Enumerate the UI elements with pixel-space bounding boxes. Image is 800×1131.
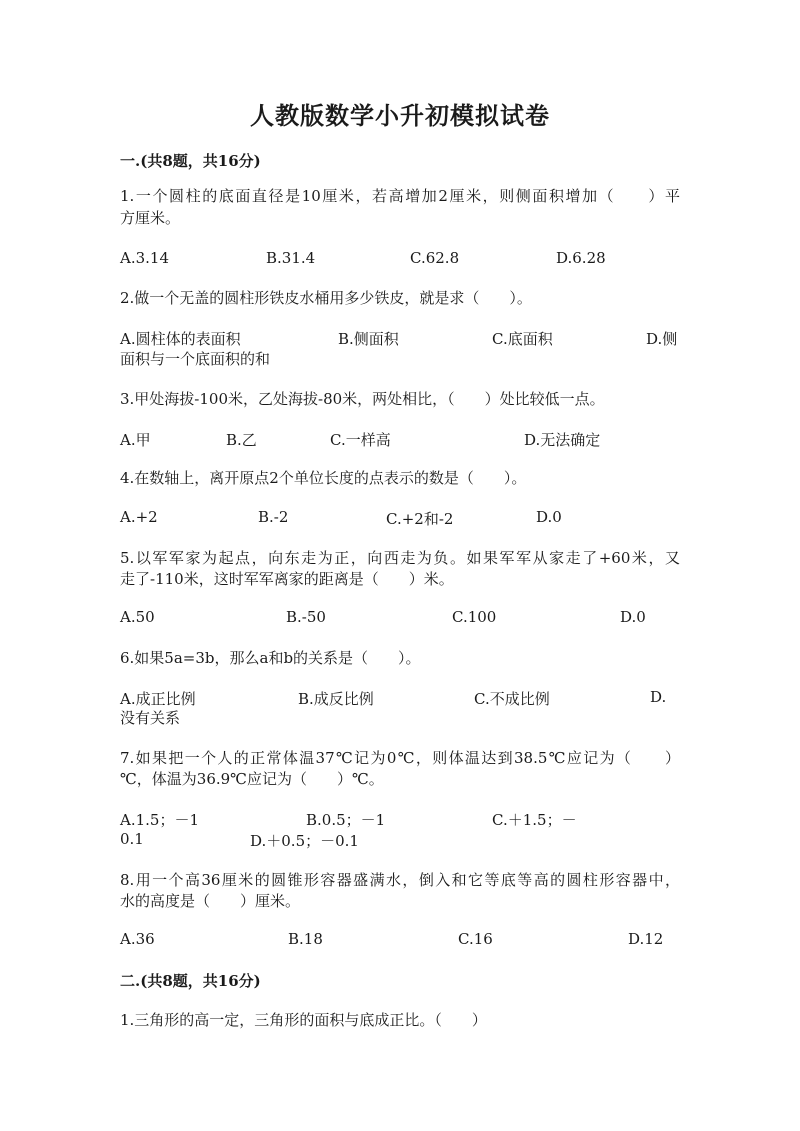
option-a[interactable]: A.1.5；－1 xyxy=(120,811,199,829)
question-6-options xyxy=(120,688,680,708)
option-a[interactable]: A.甲 xyxy=(120,431,151,449)
question-2-1-line-1: 1.三角形的高一定，三角形的面积与底成正比。（ ） xyxy=(120,1011,487,1029)
question-6-line-1: 6.如果5a=3b，那么a和b的关系是（ ）。 xyxy=(120,649,421,667)
option-d[interactable]: D.侧 xyxy=(646,330,678,348)
option-d[interactable]: D.12 xyxy=(628,930,664,948)
option-b[interactable]: B.侧面积 xyxy=(338,330,399,348)
option-c[interactable]: C.16 xyxy=(458,930,493,948)
option-d[interactable]: D. xyxy=(650,688,667,706)
question-3-line-1: 3.甲处海拔-100米，乙处海拔-80米，两处相比，（ ）处比较低一点。 xyxy=(120,390,605,408)
question-3-options xyxy=(120,429,680,449)
option-d[interactable]: D.0 xyxy=(620,608,646,626)
option-b[interactable]: B.成反比例 xyxy=(298,690,374,708)
question-1-options xyxy=(120,249,680,269)
question-1-line-2: 方厘米。 xyxy=(120,209,181,227)
question-2-option-d-continued: 面积与一个底面积的和 xyxy=(120,350,271,368)
option-b[interactable]: B.乙 xyxy=(226,431,257,449)
option-c[interactable]: C.100 xyxy=(452,608,497,626)
question-1-line-1: 1.一个圆柱的底面直径是10厘米，若高增加2厘米，则侧面积增加（ ）平 xyxy=(120,187,680,205)
option-c[interactable]: C.一样高 xyxy=(330,431,391,449)
option-a[interactable]: A.+2 xyxy=(120,508,158,526)
question-5-line-1: 5.以军军家为起点，向东走为正，向西走为负。如果军军从家走了+60米，又 xyxy=(120,549,680,567)
option-a[interactable]: A.50 xyxy=(120,608,155,626)
option-c[interactable]: C.底面积 xyxy=(492,330,553,348)
question-7-line-1: 7.如果把一个人的正常体温37℃记为0℃，则体温达到38.5℃应记为（ ） xyxy=(120,749,680,767)
question-2-line-1: 2.做一个无盖的圆柱形铁皮水桶用多少铁皮，就是求（ ）。 xyxy=(120,289,532,307)
option-b[interactable]: B.-2 xyxy=(258,508,289,526)
option-a[interactable]: A.圆柱体的表面积 xyxy=(120,330,241,348)
option-c[interactable]: C.+2和-2 xyxy=(386,510,454,528)
option-a[interactable]: A.3.14 xyxy=(120,249,169,267)
question-5-line-2: 走了-110米，这时军军离家的距离是（ ）米。 xyxy=(120,570,454,588)
section-heading: 一.(共8题，共16分) xyxy=(120,152,261,170)
option-c-continued: 0.1 xyxy=(120,830,144,848)
option-d[interactable]: D.无法确定 xyxy=(524,431,601,449)
option-c[interactable]: C.＋1.5；－ xyxy=(492,811,577,829)
question-6-option-d-continued: 没有关系 xyxy=(120,709,181,727)
question-7-options xyxy=(120,809,680,829)
option-b[interactable]: B.-50 xyxy=(286,608,326,626)
option-c[interactable]: C.不成比例 xyxy=(474,690,550,708)
option-d[interactable]: D.＋0.5；－0.1 xyxy=(250,832,359,850)
question-4-line-1: 4.在数轴上，离开原点2个单位长度的点表示的数是（ ）。 xyxy=(120,469,527,487)
question-2-options xyxy=(120,328,680,348)
section-heading: 二.(共8题，共16分) xyxy=(120,972,261,990)
question-5-options xyxy=(120,608,680,628)
question-7-options-row-2 xyxy=(120,830,680,850)
option-c[interactable]: C.62.8 xyxy=(410,249,460,267)
question-4-options xyxy=(120,508,680,528)
option-b[interactable]: B.31.4 xyxy=(266,249,316,267)
option-b[interactable]: B.0.5；－1 xyxy=(306,811,386,829)
question-7-line-2: ℃，体温为36.9℃应记为（ ）℃。 xyxy=(120,770,384,788)
exam-title: 人教版数学小升初模拟试卷 xyxy=(250,101,550,130)
option-d[interactable]: D.6.28 xyxy=(556,249,606,267)
option-d[interactable]: D.0 xyxy=(536,508,562,526)
option-a[interactable]: A.成正比例 xyxy=(120,690,196,708)
question-8-line-1: 8.用一个高36厘米的圆锥形容器盛满水，倒入和它等底等高的圆柱形容器中， xyxy=(120,871,680,889)
question-8-line-2: 水的高度是（ ）厘米。 xyxy=(120,892,301,910)
option-b[interactable]: B.18 xyxy=(288,930,323,948)
option-a[interactable]: A.36 xyxy=(120,930,155,948)
question-8-options xyxy=(120,930,680,950)
